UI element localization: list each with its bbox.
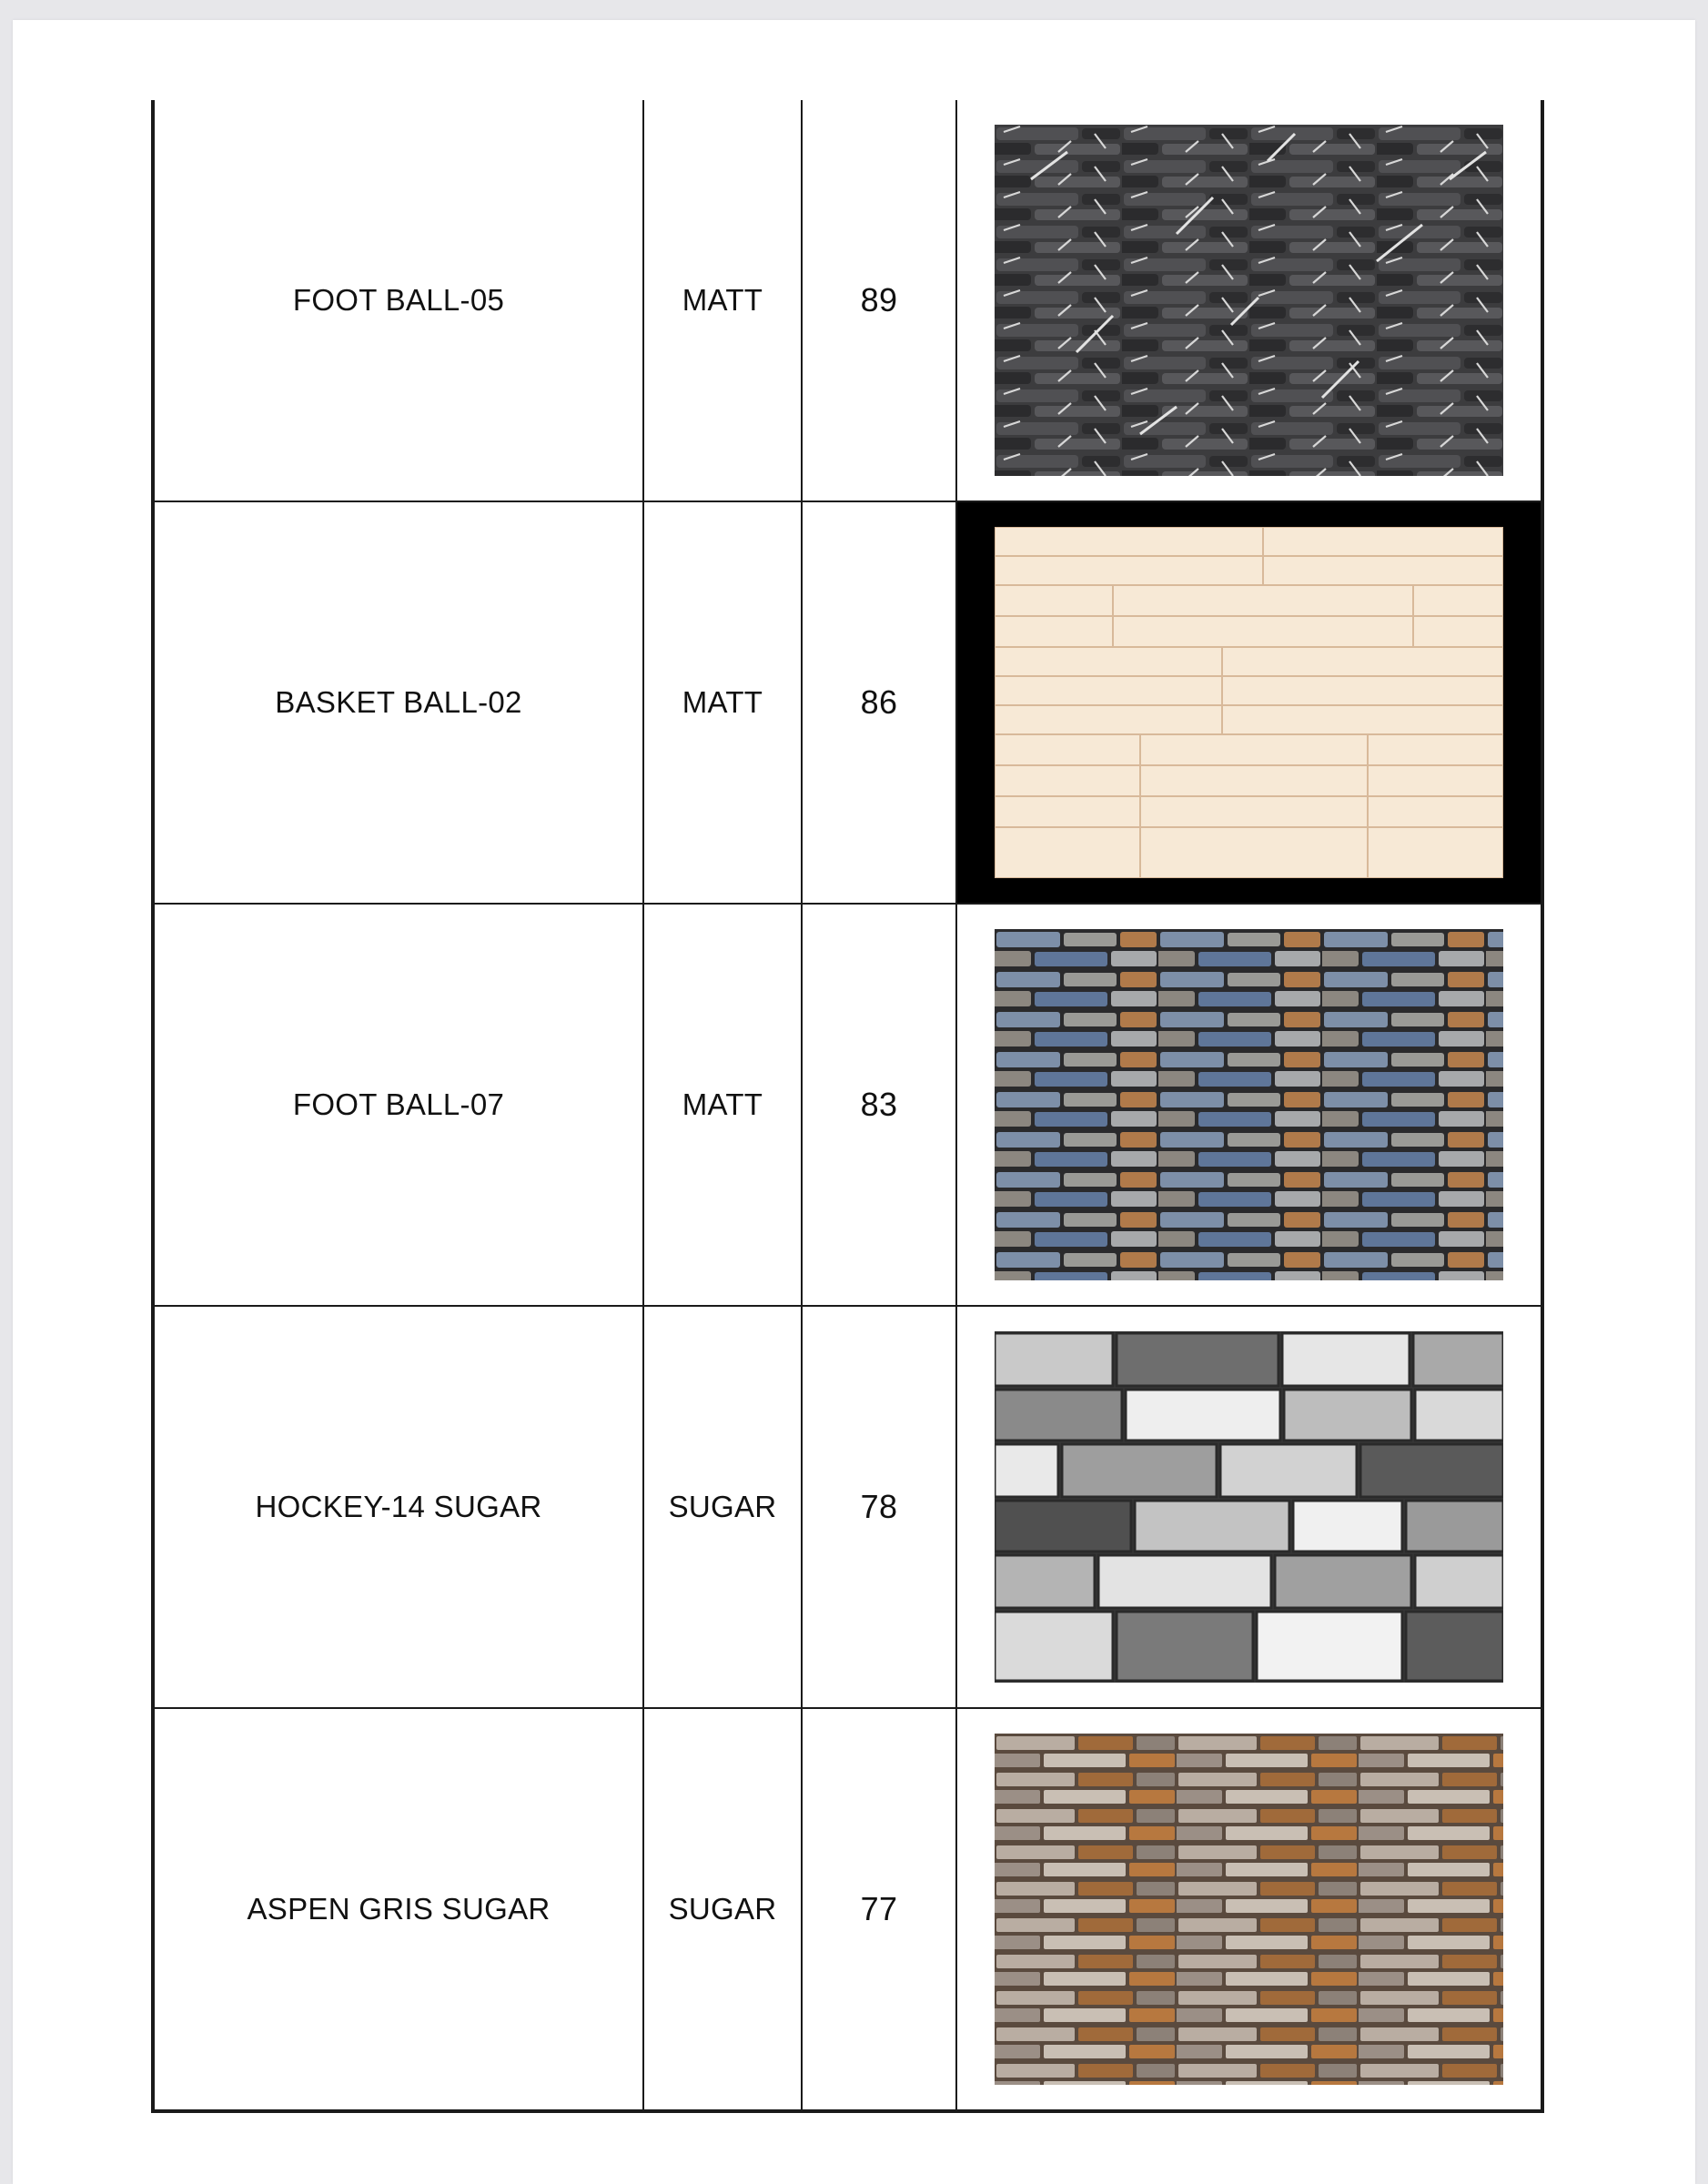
tile-quantity: 77: [802, 1708, 956, 2111]
tile-finish: SUGAR: [643, 1306, 802, 1708]
tile-name: FOOT BALL-07: [153, 904, 643, 1306]
tile-swatch-cell: [956, 1708, 1542, 2111]
tile-quantity: 86: [802, 501, 956, 904]
tile-finish: MATT: [643, 501, 802, 904]
tile-name: HOCKEY-14 SUGAR: [153, 1306, 643, 1708]
tile-swatch-dark-stone: [995, 125, 1503, 476]
table-row: [153, 1708, 1542, 2111]
tile-finish: MATT: [643, 904, 802, 1306]
tile-quantity: 89: [802, 100, 956, 501]
tile-catalog-table: [151, 100, 1544, 2113]
tile-swatch-grey-white-stone: [995, 1331, 1503, 1683]
tile-name: ASPEN GRIS SUGAR: [153, 1708, 643, 2111]
tile-finish: MATT: [643, 100, 802, 501]
table-row: [153, 100, 1542, 501]
tile-swatch-cell: [956, 501, 1542, 904]
table-row: [153, 1306, 1542, 1708]
tile-finish: SUGAR: [643, 1708, 802, 2111]
table-row: [153, 904, 1542, 1306]
tile-quantity: 78: [802, 1306, 956, 1708]
tile-swatch-rust-stacked-stone: [995, 1734, 1503, 2085]
tile-swatch-cell: [956, 904, 1542, 1306]
tile-swatch-blue-ledgestone: [995, 929, 1503, 1280]
document-page: [13, 20, 1695, 2184]
tile-quantity: 83: [802, 904, 956, 1306]
tile-name: BASKET BALL-02: [153, 501, 643, 904]
tile-name: FOOT BALL-05: [153, 100, 643, 501]
tile-swatch-cell: [956, 1306, 1542, 1708]
table-row: [153, 501, 1542, 904]
tile-swatch-beige-brick: [995, 527, 1503, 878]
tile-swatch-cell: [956, 100, 1542, 501]
